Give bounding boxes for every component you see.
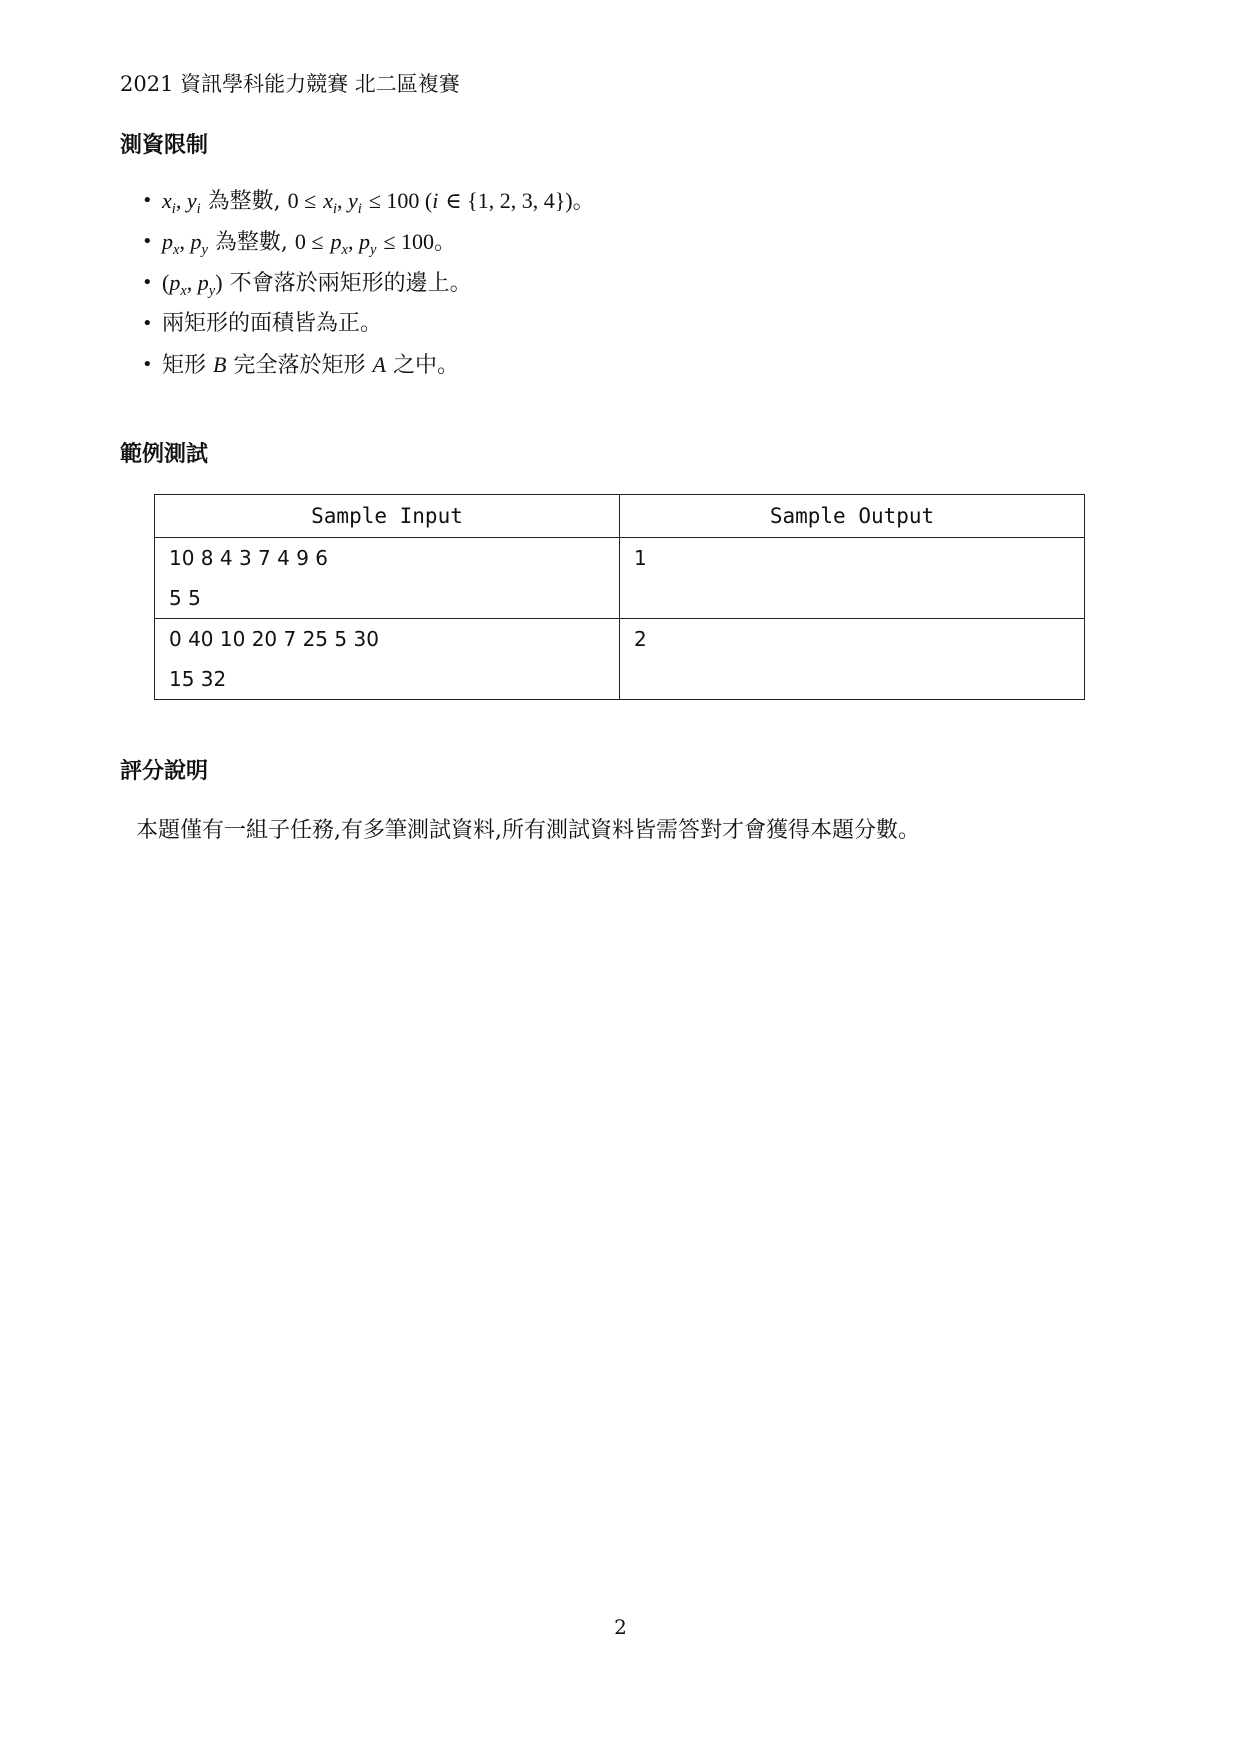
table-header-row: [155, 495, 1085, 538]
page-number: 2: [614, 1615, 627, 1639]
document-header: 2021 資訊學科能力競賽 北二區複賽: [120, 72, 460, 96]
constraint-item: • ($p_x$, $p_y$) 不會落於兩矩形的邊上。: [162, 267, 595, 308]
sample-input-line: 5 5: [169, 586, 201, 610]
sample-output-cell: [620, 619, 1085, 700]
bullet-icon: •: [142, 313, 153, 334]
bullet-icon: •: [142, 190, 153, 211]
sample-input-line: 15 32: [169, 667, 227, 691]
sample-input-line: 10 8 4 3 7 4 9 6: [169, 546, 329, 570]
sample-output-cell: [620, 538, 1085, 619]
constraint-item: • $p_x$, $p_y$ 為整數, $0 \le p_x$, $p_y \le 100$。: [162, 226, 595, 267]
table-row: [155, 619, 1085, 700]
constraint-item: • $x_i$, $y_i$ 為整數, $0 \le x_i$, $y_i \le 100$ (i ∈ {1, 2, 3, 4})。: [162, 185, 595, 226]
samples-table: [154, 494, 1085, 700]
constraints-heading: 測資限制: [120, 133, 209, 158]
sample-output-header: Sample Output: [620, 495, 1085, 538]
sample-input-cell: [155, 538, 620, 619]
sample-input-line: 0 40 10 20 7 25 5 30: [169, 627, 379, 651]
bullet-icon: •: [142, 272, 153, 293]
table-row: [155, 538, 1085, 619]
constraint-item: • 矩形 B 完全落於矩形 A 之中。: [162, 349, 595, 390]
scoring-text: 本題僅有一組子任務,有多筆測試資料,所有測試資料皆需答對才會獲得本題分數。: [136, 818, 920, 843]
sample-input-cell: [155, 619, 620, 700]
scoring-heading: 評分說明: [120, 759, 209, 784]
bullet-icon: •: [142, 354, 153, 375]
constraints-list: [142, 185, 595, 390]
sample-input-header: Sample Input: [155, 495, 620, 538]
sample-output-line: 1: [634, 546, 647, 570]
sample-output-line: 2: [634, 627, 647, 651]
bullet-icon: •: [142, 231, 153, 252]
samples-heading: 範例測試: [120, 442, 209, 467]
constraint-item: • 兩矩形的面積皆為正。: [162, 308, 595, 349]
